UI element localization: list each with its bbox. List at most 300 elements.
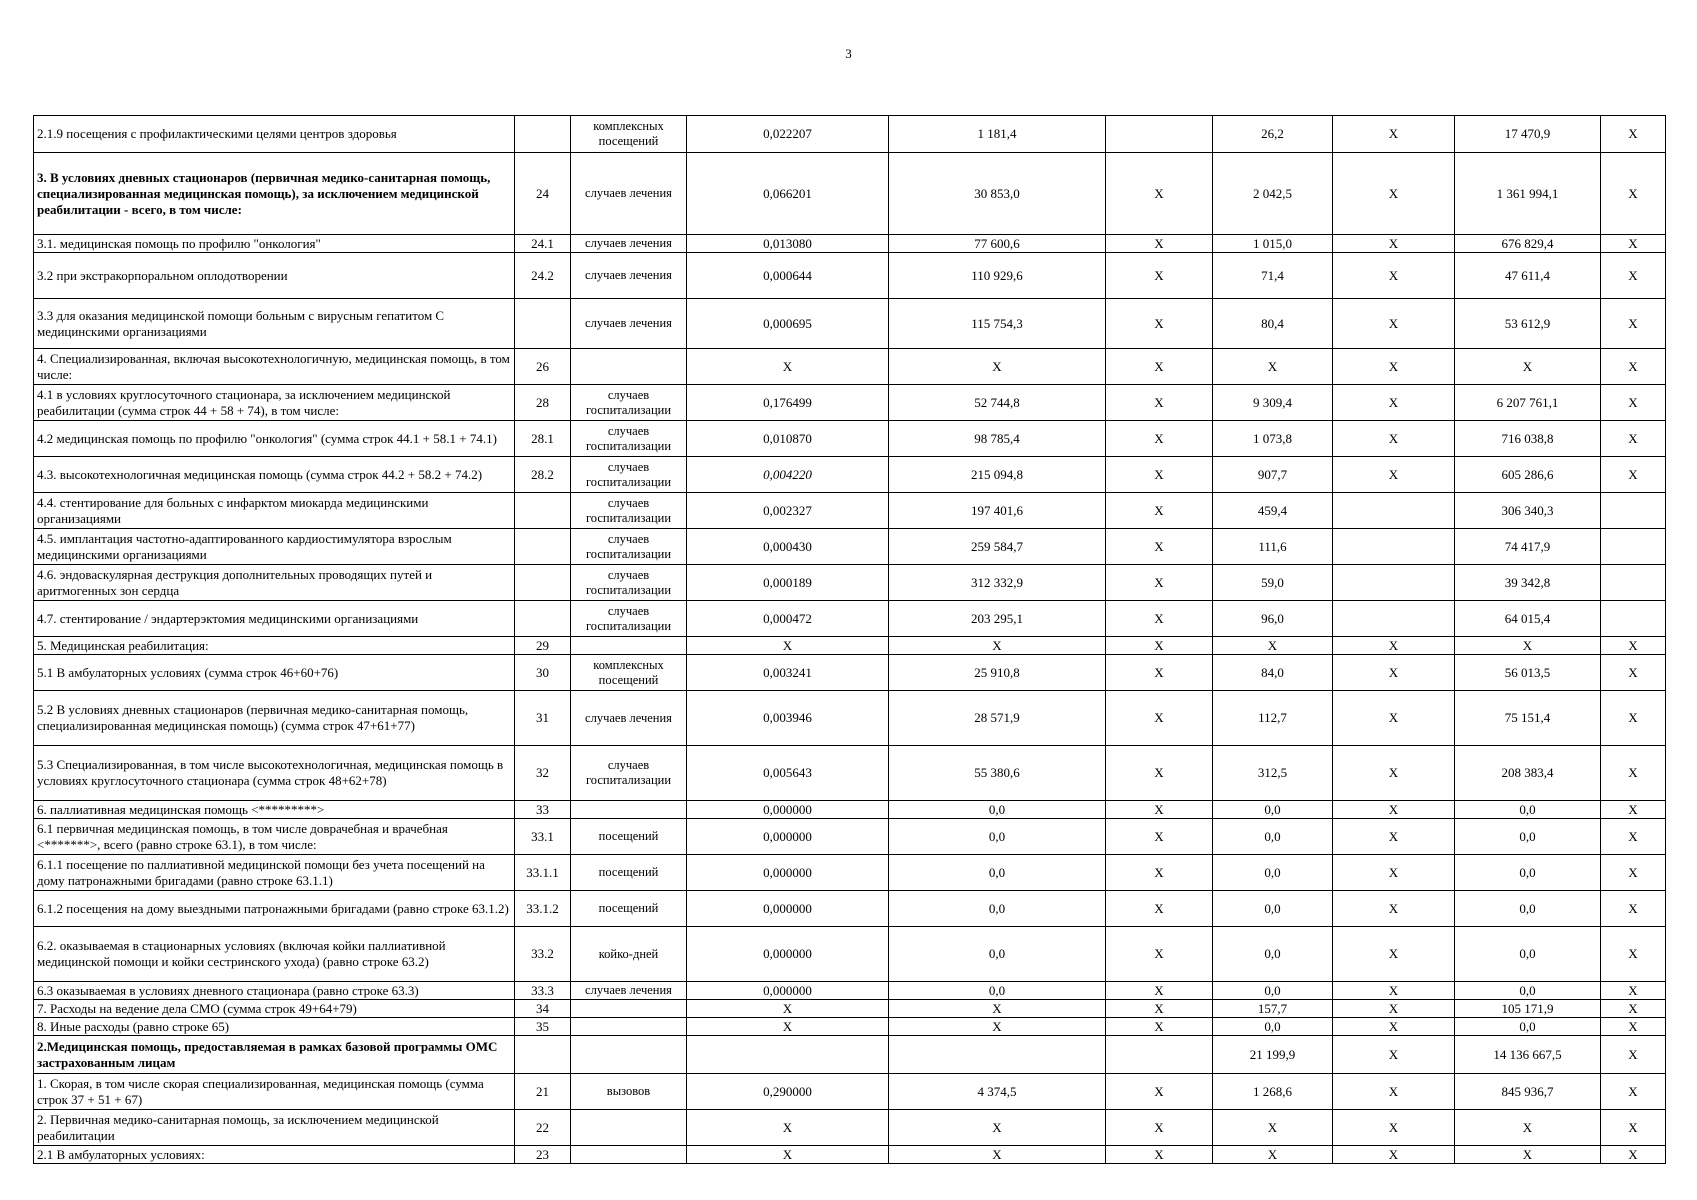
row-name-cell: 2. Первичная медико-санитарная помощь, за исключением медицинской реабилитации bbox=[34, 1110, 515, 1146]
row-number-cell bbox=[515, 529, 571, 565]
norm-cell: 0,176499 bbox=[687, 385, 889, 421]
table-row bbox=[34, 565, 1666, 601]
col10-cell: Х bbox=[1601, 855, 1666, 891]
row-number-cell: 31 bbox=[515, 691, 571, 746]
col7-cell: 0,0 bbox=[1213, 982, 1333, 1000]
unit-cell: случаев лечения bbox=[571, 982, 687, 1000]
unit-cell bbox=[571, 1018, 687, 1036]
cost-cell: 25 910,8 bbox=[889, 655, 1106, 691]
norm-cell: 0,000000 bbox=[687, 982, 889, 1000]
cost-cell: 115 754,3 bbox=[889, 299, 1106, 349]
row-number-cell: 33.1.1 bbox=[515, 855, 571, 891]
table-row bbox=[34, 529, 1666, 565]
row-name-cell: 4.6. эндоваскулярная деструкция дополнительных проводящих путей и аритмогенных зон сердца bbox=[34, 565, 515, 601]
row-name-cell: 3.1. медицинская помощь по профилю "онкология" bbox=[34, 235, 515, 253]
col6-cell: Х bbox=[1106, 1018, 1213, 1036]
unit-cell: комплексных посещений bbox=[571, 655, 687, 691]
unit-cell: случаев лечения bbox=[571, 691, 687, 746]
col7-cell: Х bbox=[1213, 1146, 1333, 1164]
cost-cell: 197 401,6 bbox=[889, 493, 1106, 529]
row-name-cell: 5. Медицинская реабилитация: bbox=[34, 637, 515, 655]
row-name-cell: 5.3 Специализированная, в том числе высокотехнологичная, медицинская помощь в условиях круглосуточного стационара (сумма строк 48+62+78) bbox=[34, 746, 515, 801]
table-row bbox=[34, 655, 1666, 691]
col6-cell: Х bbox=[1106, 299, 1213, 349]
cost-cell: Х bbox=[889, 1000, 1106, 1018]
cost-cell: 77 600,6 bbox=[889, 235, 1106, 253]
col7-cell: 312,5 bbox=[1213, 746, 1333, 801]
col9-cell: 53 612,9 bbox=[1455, 299, 1601, 349]
unit-cell bbox=[571, 1036, 687, 1074]
col9-cell: 0,0 bbox=[1455, 927, 1601, 982]
norm-cell: 0,000000 bbox=[687, 855, 889, 891]
col9-cell: 75 151,4 bbox=[1455, 691, 1601, 746]
cost-cell: 203 295,1 bbox=[889, 601, 1106, 637]
col8-cell: Х bbox=[1333, 855, 1455, 891]
col6-cell: Х bbox=[1106, 655, 1213, 691]
row-name-cell: 6. паллиативная медицинская помощь <*********> bbox=[34, 801, 515, 819]
col8-cell: Х bbox=[1333, 637, 1455, 655]
table-row bbox=[34, 253, 1666, 299]
col8-cell: Х bbox=[1333, 457, 1455, 493]
cost-cell: 52 744,8 bbox=[889, 385, 1106, 421]
cost-cell: 0,0 bbox=[889, 819, 1106, 855]
col6-cell: Х bbox=[1106, 493, 1213, 529]
col8-cell: Х bbox=[1333, 801, 1455, 819]
col6-cell: Х bbox=[1106, 235, 1213, 253]
col10-cell: Х bbox=[1601, 1146, 1666, 1164]
cost-cell: 0,0 bbox=[889, 982, 1106, 1000]
col10-cell: Х bbox=[1601, 116, 1666, 153]
unit-cell: случаев лечения bbox=[571, 253, 687, 299]
cost-cell: 0,0 bbox=[889, 855, 1106, 891]
col8-cell bbox=[1333, 565, 1455, 601]
col10-cell: Х bbox=[1601, 637, 1666, 655]
unit-cell: случаев лечения bbox=[571, 299, 687, 349]
table-row bbox=[34, 153, 1666, 235]
table-row bbox=[34, 1000, 1666, 1018]
col7-cell: 0,0 bbox=[1213, 801, 1333, 819]
col10-cell: Х bbox=[1601, 349, 1666, 385]
col6-cell: Х bbox=[1106, 1074, 1213, 1110]
row-name-cell: 5.2 В условиях дневных стационаров (первичная медико-санитарная помощь, специализированная медицинская помощь) (сумма строк 47+61+77) bbox=[34, 691, 515, 746]
cost-cell: 0,0 bbox=[889, 801, 1106, 819]
col6-cell: Х bbox=[1106, 385, 1213, 421]
col9-cell: 64 015,4 bbox=[1455, 601, 1601, 637]
row-name-cell: 3. В условиях дневных стационаров (первичная медико-санитарная помощь, специализированная медицинская помощь), за исключением медицинской реабилитации - всего, в том числе: bbox=[34, 153, 515, 235]
row-number-cell: 34 bbox=[515, 1000, 571, 1018]
unit-cell: случаев лечения bbox=[571, 153, 687, 235]
col10-cell: Х bbox=[1601, 819, 1666, 855]
col8-cell: Х bbox=[1333, 1036, 1455, 1074]
col7-cell: 0,0 bbox=[1213, 891, 1333, 927]
cost-cell: 0,0 bbox=[889, 927, 1106, 982]
row-number-cell: 33.3 bbox=[515, 982, 571, 1000]
unit-cell: случаев госпитализации bbox=[571, 601, 687, 637]
col7-cell: Х bbox=[1213, 1110, 1333, 1146]
col8-cell: Х bbox=[1333, 349, 1455, 385]
norm-cell: 0,005643 bbox=[687, 746, 889, 801]
col8-cell: Х bbox=[1333, 116, 1455, 153]
col8-cell: Х bbox=[1333, 153, 1455, 235]
cost-cell bbox=[889, 1036, 1106, 1074]
col8-cell: Х bbox=[1333, 299, 1455, 349]
col7-cell: 112,7 bbox=[1213, 691, 1333, 746]
col9-cell: 208 383,4 bbox=[1455, 746, 1601, 801]
col9-cell: 716 038,8 bbox=[1455, 421, 1601, 457]
col8-cell: Х bbox=[1333, 1110, 1455, 1146]
row-name-cell: 3.2 при экстракорпоральном оплодотворении bbox=[34, 253, 515, 299]
row-number-cell: 32 bbox=[515, 746, 571, 801]
col7-cell: 1 073,8 bbox=[1213, 421, 1333, 457]
col10-cell: Х bbox=[1601, 801, 1666, 819]
cost-cell: Х bbox=[889, 637, 1106, 655]
cost-cell: 98 785,4 bbox=[889, 421, 1106, 457]
col6-cell bbox=[1106, 116, 1213, 153]
unit-cell bbox=[571, 1146, 687, 1164]
col6-cell: Х bbox=[1106, 253, 1213, 299]
norm-cell: Х bbox=[687, 637, 889, 655]
col6-cell: Х bbox=[1106, 1146, 1213, 1164]
cost-cell: 28 571,9 bbox=[889, 691, 1106, 746]
row-number-cell: 22 bbox=[515, 1110, 571, 1146]
norm-cell: Х bbox=[687, 1018, 889, 1036]
col10-cell: Х bbox=[1601, 235, 1666, 253]
col9-cell: Х bbox=[1455, 637, 1601, 655]
unit-cell bbox=[571, 801, 687, 819]
col7-cell: Х bbox=[1213, 349, 1333, 385]
norm-cell: 0,003946 bbox=[687, 691, 889, 746]
row-name-cell: 4.2 медицинская помощь по профилю "онкология" (сумма строк 44.1 + 58.1 + 74.1) bbox=[34, 421, 515, 457]
col10-cell: Х bbox=[1601, 299, 1666, 349]
col8-cell: Х bbox=[1333, 235, 1455, 253]
unit-cell: случаев госпитализации bbox=[571, 493, 687, 529]
col10-cell: Х bbox=[1601, 1018, 1666, 1036]
table-row bbox=[34, 385, 1666, 421]
col6-cell: Х bbox=[1106, 529, 1213, 565]
unit-cell: случаев госпитализации bbox=[571, 385, 687, 421]
norm-cell: Х bbox=[687, 1146, 889, 1164]
col8-cell: Х bbox=[1333, 655, 1455, 691]
col7-cell: 9 309,4 bbox=[1213, 385, 1333, 421]
col6-cell: Х bbox=[1106, 637, 1213, 655]
row-number-cell: 21 bbox=[515, 1074, 571, 1110]
norm-cell: Х bbox=[687, 349, 889, 385]
row-number-cell bbox=[515, 601, 571, 637]
col9-cell: 0,0 bbox=[1455, 982, 1601, 1000]
row-number-cell: 24.1 bbox=[515, 235, 571, 253]
table-body bbox=[34, 116, 1666, 1164]
col10-cell bbox=[1601, 493, 1666, 529]
norm-cell: 0,000644 bbox=[687, 253, 889, 299]
row-name-cell: 4.4. стентирование для больных с инфарктом миокарда медицинскими организациями bbox=[34, 493, 515, 529]
col7-cell: 0,0 bbox=[1213, 819, 1333, 855]
col10-cell: Х bbox=[1601, 1110, 1666, 1146]
norm-cell: 0,000695 bbox=[687, 299, 889, 349]
unit-cell: случаев лечения bbox=[571, 235, 687, 253]
norm-cell: 0,004220 bbox=[687, 457, 889, 493]
table-row bbox=[34, 1110, 1666, 1146]
cost-cell: 55 380,6 bbox=[889, 746, 1106, 801]
col10-cell: Х bbox=[1601, 153, 1666, 235]
col9-cell: 39 342,8 bbox=[1455, 565, 1601, 601]
row-name-cell: 4.3. высокотехнологичная медицинская помощь (сумма строк 44.2 + 58.2 + 74.2) bbox=[34, 457, 515, 493]
col10-cell bbox=[1601, 601, 1666, 637]
col9-cell: 845 936,7 bbox=[1455, 1074, 1601, 1110]
row-number-cell: 24 bbox=[515, 153, 571, 235]
row-number-cell: 33 bbox=[515, 801, 571, 819]
unit-cell: случаев госпитализации bbox=[571, 457, 687, 493]
cost-cell: 110 929,6 bbox=[889, 253, 1106, 299]
col10-cell: Х bbox=[1601, 385, 1666, 421]
norm-cell: 0,000000 bbox=[687, 927, 889, 982]
col6-cell: Х bbox=[1106, 457, 1213, 493]
table-row bbox=[34, 801, 1666, 819]
cost-cell: 30 853,0 bbox=[889, 153, 1106, 235]
col9-cell: Х bbox=[1455, 349, 1601, 385]
col7-cell: 111,6 bbox=[1213, 529, 1333, 565]
col10-cell: Х bbox=[1601, 655, 1666, 691]
row-name-cell: 6.1.2 посещения на дому выездными патронажными бригадами (равно строке 63.1.2) bbox=[34, 891, 515, 927]
col9-cell: 14 136 667,5 bbox=[1455, 1036, 1601, 1074]
col6-cell: Х bbox=[1106, 982, 1213, 1000]
col7-cell: 84,0 bbox=[1213, 655, 1333, 691]
col6-cell: Х bbox=[1106, 855, 1213, 891]
table-row bbox=[34, 1146, 1666, 1164]
unit-cell bbox=[571, 349, 687, 385]
unit-cell: случаев госпитализации bbox=[571, 421, 687, 457]
table-row bbox=[34, 601, 1666, 637]
col8-cell: Х bbox=[1333, 1146, 1455, 1164]
row-number-cell: 33.1 bbox=[515, 819, 571, 855]
col10-cell: Х bbox=[1601, 253, 1666, 299]
cost-cell: 1 181,4 bbox=[889, 116, 1106, 153]
table-row bbox=[34, 927, 1666, 982]
row-name-cell: 6.3 оказываемая в условиях дневного стационара (равно строке 63.3) bbox=[34, 982, 515, 1000]
col9-cell: 6 207 761,1 bbox=[1455, 385, 1601, 421]
col10-cell: Х bbox=[1601, 421, 1666, 457]
col7-cell: 1 015,0 bbox=[1213, 235, 1333, 253]
col7-cell: 459,4 bbox=[1213, 493, 1333, 529]
col6-cell: Х bbox=[1106, 601, 1213, 637]
row-number-cell: 33.1.2 bbox=[515, 891, 571, 927]
col10-cell: Х bbox=[1601, 691, 1666, 746]
col9-cell: 1 361 994,1 bbox=[1455, 153, 1601, 235]
unit-cell: вызовов bbox=[571, 1074, 687, 1110]
page-number: 3 bbox=[845, 46, 852, 61]
col6-cell: Х bbox=[1106, 565, 1213, 601]
col9-cell: 0,0 bbox=[1455, 819, 1601, 855]
row-name-cell: 4.7. стентирование / эндартерэктомия медицинскими организациями bbox=[34, 601, 515, 637]
col8-cell: Х bbox=[1333, 1074, 1455, 1110]
table-row bbox=[34, 637, 1666, 655]
norm-cell bbox=[687, 1036, 889, 1074]
unit-cell: посещений bbox=[571, 819, 687, 855]
col6-cell: Х bbox=[1106, 153, 1213, 235]
col8-cell: Х bbox=[1333, 891, 1455, 927]
col9-cell: 47 611,4 bbox=[1455, 253, 1601, 299]
table-row bbox=[34, 691, 1666, 746]
norm-cell: 0,000000 bbox=[687, 819, 889, 855]
table-row bbox=[34, 116, 1666, 153]
norm-cell: 0,002327 bbox=[687, 493, 889, 529]
row-name-cell: 7. Расходы на ведение дела СМО (сумма строк 49+64+79) bbox=[34, 1000, 515, 1018]
col7-cell: 59,0 bbox=[1213, 565, 1333, 601]
norm-cell: 0,013080 bbox=[687, 235, 889, 253]
cost-cell: Х bbox=[889, 349, 1106, 385]
row-name-cell: 4.1 в условиях круглосуточного стационара, за исключением медицинской реабилитации (сумма строк 44 + 58 + 74), в том числе: bbox=[34, 385, 515, 421]
cost-cell: 215 094,8 bbox=[889, 457, 1106, 493]
col6-cell: Х bbox=[1106, 691, 1213, 746]
row-number-cell: 26 bbox=[515, 349, 571, 385]
col8-cell bbox=[1333, 529, 1455, 565]
col7-cell: 96,0 bbox=[1213, 601, 1333, 637]
col8-cell: Х bbox=[1333, 691, 1455, 746]
col6-cell: Х bbox=[1106, 801, 1213, 819]
row-name-cell: 2.Медицинская помощь, предоставляемая в рамках базовой программы ОМС застрахованным лицам bbox=[34, 1036, 515, 1074]
col8-cell bbox=[1333, 601, 1455, 637]
col10-cell bbox=[1601, 529, 1666, 565]
col10-cell: Х bbox=[1601, 1036, 1666, 1074]
table-row bbox=[34, 299, 1666, 349]
table-row bbox=[34, 235, 1666, 253]
unit-cell: комплексных посещений bbox=[571, 116, 687, 153]
col8-cell bbox=[1333, 493, 1455, 529]
col7-cell: 907,7 bbox=[1213, 457, 1333, 493]
col8-cell: Х bbox=[1333, 421, 1455, 457]
row-name-cell: 6.1.1 посещение по паллиативной медицинской помощи без учета посещений на дому патронажными бригадами (равно строке 63.1.1) bbox=[34, 855, 515, 891]
row-name-cell: 3.3 для оказания медицинской помощи больным с вирусным гепатитом С медицинскими организациями bbox=[34, 299, 515, 349]
col7-cell: 26,2 bbox=[1213, 116, 1333, 153]
row-name-cell: 2.1.9 посещения с профилактическими целями центров здоровья bbox=[34, 116, 515, 153]
cost-cell: Х bbox=[889, 1018, 1106, 1036]
col7-cell: 157,7 bbox=[1213, 1000, 1333, 1018]
row-name-cell: 1. Скорая, в том числе скорая специализированная, медицинская помощь (сумма строк 37 + 51 + 67) bbox=[34, 1074, 515, 1110]
col10-cell: Х bbox=[1601, 1074, 1666, 1110]
norm-cell: 0,000430 bbox=[687, 529, 889, 565]
col9-cell: Х bbox=[1455, 1146, 1601, 1164]
row-number-cell: 28.1 bbox=[515, 421, 571, 457]
unit-cell: посещений bbox=[571, 891, 687, 927]
col8-cell: Х bbox=[1333, 927, 1455, 982]
cost-cell: 259 584,7 bbox=[889, 529, 1106, 565]
col8-cell: Х bbox=[1333, 982, 1455, 1000]
row-number-cell bbox=[515, 565, 571, 601]
unit-cell: случаев госпитализации bbox=[571, 746, 687, 801]
col10-cell: Х bbox=[1601, 927, 1666, 982]
data-table bbox=[33, 115, 1666, 1164]
row-number-cell: 24.2 bbox=[515, 253, 571, 299]
cost-cell: 4 374,5 bbox=[889, 1074, 1106, 1110]
norm-cell: 0,000000 bbox=[687, 891, 889, 927]
table-row bbox=[34, 1036, 1666, 1074]
row-number-cell: 29 bbox=[515, 637, 571, 655]
col8-cell: Х bbox=[1333, 1018, 1455, 1036]
unit-cell: посещений bbox=[571, 855, 687, 891]
row-number-cell: 23 bbox=[515, 1146, 571, 1164]
col7-cell: 0,0 bbox=[1213, 1018, 1333, 1036]
col10-cell: Х bbox=[1601, 982, 1666, 1000]
table-row bbox=[34, 982, 1666, 1000]
table-row bbox=[34, 457, 1666, 493]
norm-cell: 0,000000 bbox=[687, 801, 889, 819]
col6-cell: Х bbox=[1106, 891, 1213, 927]
unit-cell bbox=[571, 637, 687, 655]
row-name-cell: 4. Специализированная, включая высокотехнологичную, медицинская помощь, в том числе: bbox=[34, 349, 515, 385]
col9-cell: 0,0 bbox=[1455, 1018, 1601, 1036]
col6-cell: Х bbox=[1106, 349, 1213, 385]
norm-cell: 0,066201 bbox=[687, 153, 889, 235]
col7-cell: 1 268,6 bbox=[1213, 1074, 1333, 1110]
col7-cell: 2 042,5 bbox=[1213, 153, 1333, 235]
col7-cell: 0,0 bbox=[1213, 927, 1333, 982]
norm-cell: 0,290000 bbox=[687, 1074, 889, 1110]
row-number-cell: 33.2 bbox=[515, 927, 571, 982]
row-number-cell: 28.2 bbox=[515, 457, 571, 493]
row-number-cell bbox=[515, 493, 571, 529]
col10-cell: Х bbox=[1601, 457, 1666, 493]
col8-cell: Х bbox=[1333, 385, 1455, 421]
table-row bbox=[34, 855, 1666, 891]
col10-cell: Х bbox=[1601, 891, 1666, 927]
col6-cell: Х bbox=[1106, 927, 1213, 982]
col6-cell: Х bbox=[1106, 1000, 1213, 1018]
norm-cell: Х bbox=[687, 1110, 889, 1146]
table-row bbox=[34, 891, 1666, 927]
row-number-cell: 35 bbox=[515, 1018, 571, 1036]
norm-cell: 0,003241 bbox=[687, 655, 889, 691]
unit-cell bbox=[571, 1110, 687, 1146]
col9-cell: 0,0 bbox=[1455, 891, 1601, 927]
row-name-cell: 4.5. имплантация частотно-адаптированного кардиостимулятора взрослым медицинскими организациями bbox=[34, 529, 515, 565]
col10-cell: Х bbox=[1601, 1000, 1666, 1018]
table-row bbox=[34, 493, 1666, 529]
col7-cell: Х bbox=[1213, 637, 1333, 655]
table-row bbox=[34, 1074, 1666, 1110]
norm-cell: Х bbox=[687, 1000, 889, 1018]
col6-cell: Х bbox=[1106, 746, 1213, 801]
unit-cell bbox=[571, 1000, 687, 1018]
norm-cell: 0,000189 bbox=[687, 565, 889, 601]
table-row bbox=[34, 421, 1666, 457]
table-row bbox=[34, 349, 1666, 385]
col7-cell: 80,4 bbox=[1213, 299, 1333, 349]
col8-cell: Х bbox=[1333, 819, 1455, 855]
col9-cell: 676 829,4 bbox=[1455, 235, 1601, 253]
unit-cell: койко-дней bbox=[571, 927, 687, 982]
unit-cell: случаев госпитализации bbox=[571, 565, 687, 601]
col6-cell: Х bbox=[1106, 421, 1213, 457]
row-number-cell bbox=[515, 116, 571, 153]
col7-cell: 21 199,9 bbox=[1213, 1036, 1333, 1074]
row-name-cell: 5.1 В амбулаторных условиях (сумма строк 46+60+76) bbox=[34, 655, 515, 691]
norm-cell: 0,010870 bbox=[687, 421, 889, 457]
col9-cell: 105 171,9 bbox=[1455, 1000, 1601, 1018]
row-name-cell: 6.1 первичная медицинская помощь, в том числе доврачебная и врачебная <*******>, всего (равно строке 63.1), в том числе: bbox=[34, 819, 515, 855]
col9-cell: 74 417,9 bbox=[1455, 529, 1601, 565]
table-row bbox=[34, 1018, 1666, 1036]
row-number-cell: 28 bbox=[515, 385, 571, 421]
col10-cell bbox=[1601, 565, 1666, 601]
col6-cell bbox=[1106, 1036, 1213, 1074]
row-name-cell: 6.2. оказываемая в стационарных условиях (включая койки паллиативной медицинской помощи и койки сестринского ухода) (равно строке 63.2) bbox=[34, 927, 515, 982]
cost-cell: Х bbox=[889, 1110, 1106, 1146]
table-row bbox=[34, 746, 1666, 801]
col6-cell: Х bbox=[1106, 1110, 1213, 1146]
col6-cell: Х bbox=[1106, 819, 1213, 855]
col9-cell: 0,0 bbox=[1455, 855, 1601, 891]
cost-cell: 0,0 bbox=[889, 891, 1106, 927]
col9-cell: 0,0 bbox=[1455, 801, 1601, 819]
